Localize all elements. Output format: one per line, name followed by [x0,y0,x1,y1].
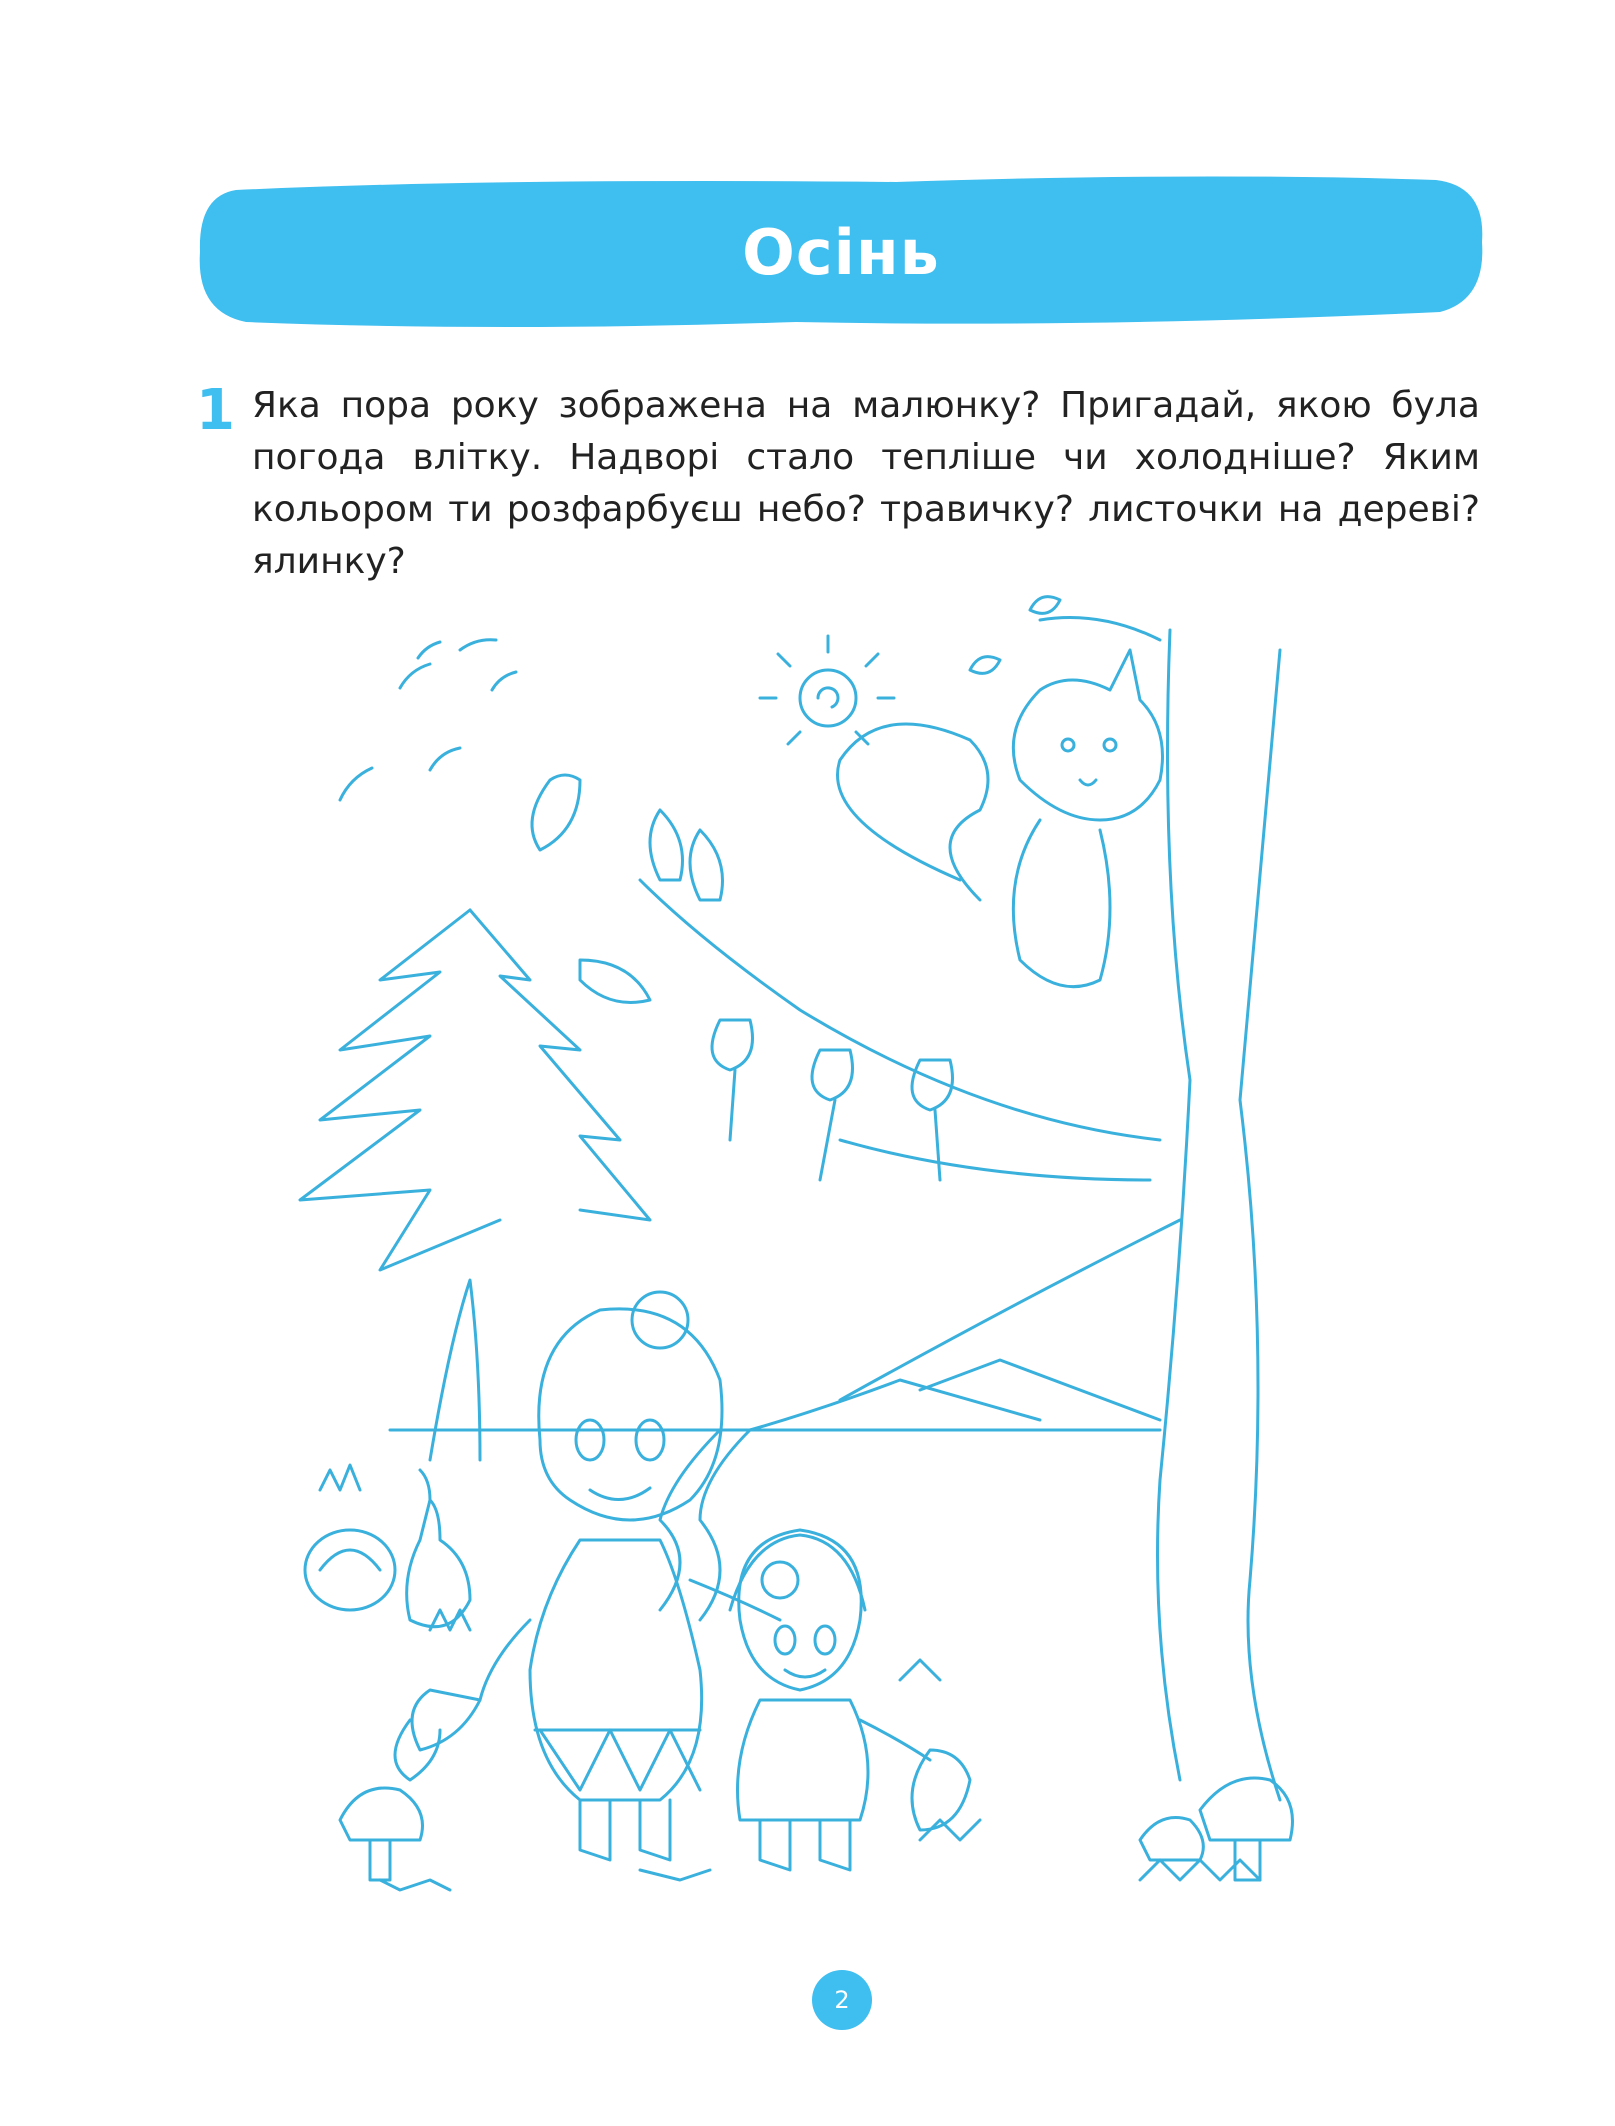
pumpkin-and-pear [305,1470,470,1627]
task-number: 1 [196,378,235,443]
boy-character [730,1530,970,1870]
oak-tree [640,618,1280,1801]
girl-character [395,1292,780,1860]
mountains [390,1360,1160,1430]
sun-icon [760,636,894,744]
falling-leaves [532,597,1060,1003]
page-title: Осінь [742,215,940,289]
title-banner [196,172,1486,332]
hanging-mushrooms [712,1020,953,1180]
autumn-coloring-illustration [280,580,1400,1900]
page-number-badge: 2 [812,1970,872,2030]
task-text: Яка пора року зображена на малюнку? Пригадай, якою була погода влітку. Надворі стало тепліше чи холодніше? Яким кольором ти розфарбуєш небо? травичку? листочки на дереві? ялинку? [252,385,1480,582]
ground-mushrooms [340,1778,1293,1880]
squirrel [838,650,1163,987]
wind-lines [340,640,516,800]
